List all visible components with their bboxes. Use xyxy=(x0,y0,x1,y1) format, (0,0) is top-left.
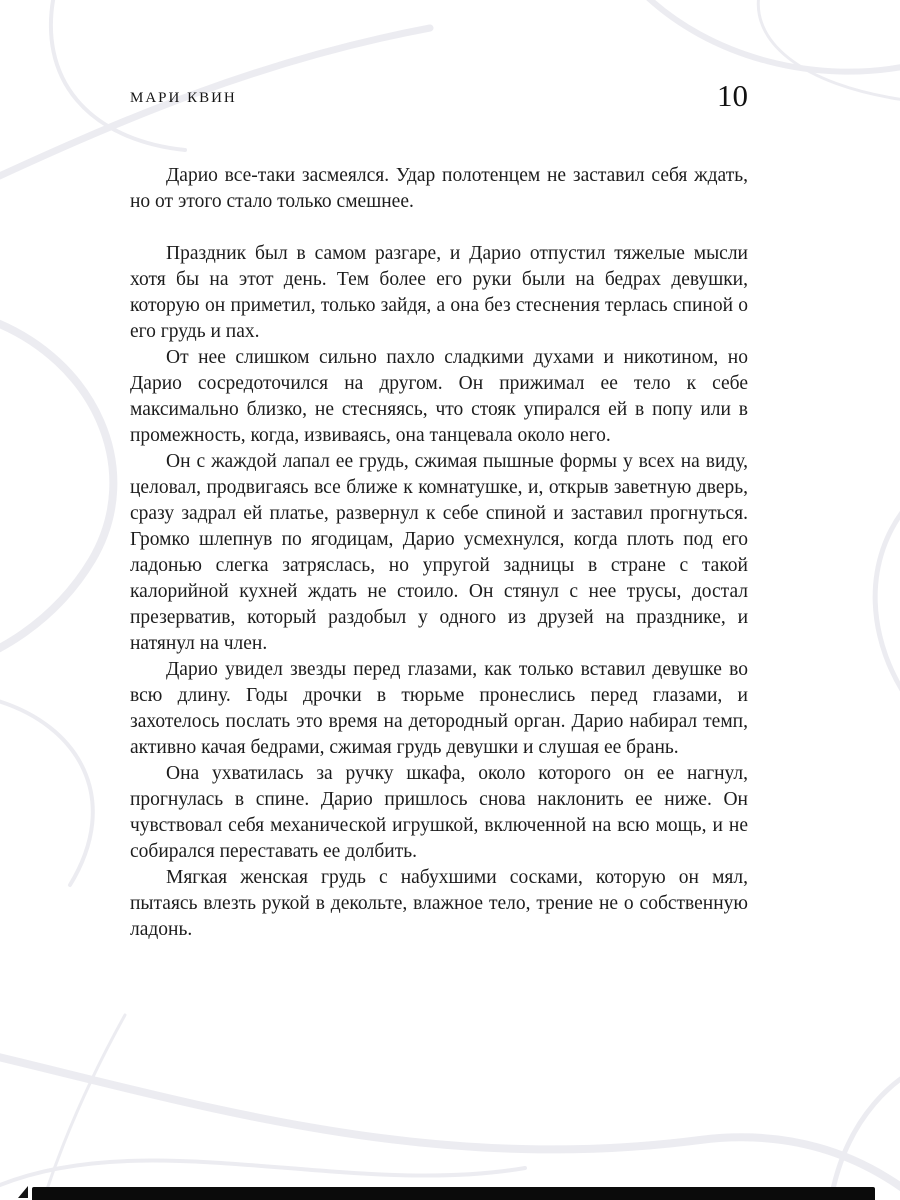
paragraph-2: Праздник был в самом разгаре, и Дарио отпустил тяжелые мысли хотя бы на этот день. Тем более его руки были на бедрах девушки, которую он приметил, только зайдя, а она без стеснения терлась спиной о его грудь и пах. xyxy=(130,243,748,342)
paragraph-5: Дарио увидел звезды перед глазами, как только вставил девушке во всю длину. Годы дрочки в тюрьме пронеслись перед глазами, и захотелось послать это время на детородный орган. Дарио набирал темп, активно качая бедрами, сжимая грудь девушки и слушая ее брань. xyxy=(130,659,748,758)
swirl-line xyxy=(0,700,93,885)
swirl-line xyxy=(0,1055,900,1192)
book-bottom-edge xyxy=(32,1187,875,1200)
paragraph-4: Он с жаждой лапал ее грудь, сжимая пышные формы у всех на виду, целовал, продвигаясь все ближе к комнатушке, и, открыв заветную дверь, сразу задрал ей платье, развернул к себе спиной и заставил прогнуться. Громко шлепнув по ягодицам, Дарио усмехнулся, когда плоть под его ладонью слегка затряслась, но упругой задницы в стране с такой калорийной кухней ждать не стоило. Он стянул с нее трусы, достал презерватив, который раздобыл у одного из друзей на празднике, и натянул на член. xyxy=(130,451,748,654)
swirl-line xyxy=(758,0,900,100)
page-content xyxy=(130,76,748,943)
swirl-line xyxy=(0,320,113,655)
swirl-line xyxy=(875,500,900,705)
author-name: МАРИ КВИН xyxy=(130,90,237,106)
body-text xyxy=(130,163,748,943)
page-header xyxy=(130,76,748,113)
swirl-line xyxy=(640,0,900,72)
paragraph-6: Она ухватилась за ручку шкафа, около которого он ее нагнул, прогнулась в спине. Дарио пришлось снова наклонить ее ниже. Он чувствовал себя механической игрушкой, включенной на всю мощь, и не собирался переставать ее долбить. xyxy=(130,763,748,862)
paragraph-3: От нее слишком сильно пахло сладкими духами и никотином, но Дарио сосредоточился на другом. Он прижимал ее тело к себе максимально близко, не стесняясь, что стояк упирался ей в попу или в промежность, когда, извиваясь, она танцевала около него. xyxy=(130,347,748,446)
book-bottom-edge-wedge xyxy=(18,1186,28,1198)
swirl-line xyxy=(45,1015,125,1195)
swirl-line xyxy=(0,1161,525,1185)
page-number: 10 xyxy=(717,78,748,113)
paragraph-7: Мягкая женская грудь с набухшими сосками, которую он мял, пытаясь влезть рукой в декольте, влажное тело, трение не о собственную ладонь. xyxy=(130,867,748,940)
paragraph-1: Дарио все-таки засмеялся. Удар полотенцем не заставил себя ждать, но от этого стало только смешнее. xyxy=(130,165,748,212)
swirl-line xyxy=(830,1072,900,1200)
